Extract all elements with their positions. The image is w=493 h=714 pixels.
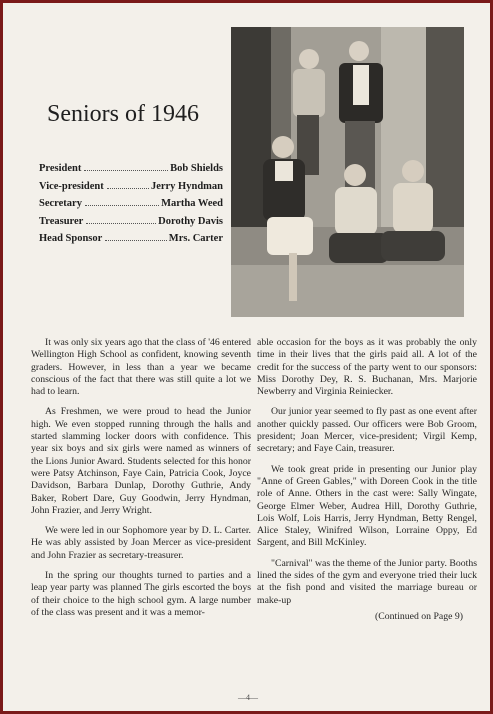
- article-paragraph: able occasion for the boys as it was probably the only time in their lives that the girls paid all. A lot of the credit for the success of the party went to our sponsors: Miss Dorothy Dey, R. S. Buchanan, Mrs. Marjorie Newberry and Virginia Reiniecker.: [257, 337, 477, 398]
- article-column-right: [257, 337, 477, 623]
- officer-role: President: [39, 163, 82, 174]
- article-paragraph: We took great pride in presenting our Junior play "Anne of Green Gables," with Doreen Cook in the title role of Anne. Others in the cast were: Sally Wingate, George Elmer Weber, Audrea Hill, Dorothy Guthrie, Lois Wolf, Lois Harris, Jerry Hyndman, Betty Rengel, Alice Staley, Winifred Wilson, Lorraine Oppy, Ed Sargent, and Bill McKinley.: [257, 463, 477, 549]
- article-paragraph: In the spring our thoughts turned to parties and a leap year party was planned The girls escorted the boys of their choice to the high school gym. A large number of the class was present and it was a memor-: [31, 570, 251, 618]
- leader-dots: [86, 222, 156, 224]
- officer-row: [39, 181, 223, 199]
- officer-name: Dorothy Davis: [158, 215, 223, 227]
- officer-name: Jerry Hyndman: [150, 180, 223, 192]
- yearbook-page: [3, 3, 490, 711]
- officer-name: Martha Weed: [161, 198, 223, 209]
- officer-name: Mrs. Carter: [168, 233, 223, 244]
- continued-note: (Continued on Page 9): [374, 610, 463, 622]
- officer-row: [39, 216, 223, 234]
- officers-list: [39, 163, 223, 251]
- leader-dots: [105, 239, 166, 241]
- class-officers-photo: [231, 27, 464, 317]
- page-number: —4—: [238, 693, 258, 702]
- officer-row: [39, 198, 223, 216]
- officer-name: Bob Shields: [170, 163, 223, 174]
- page-title: Seniors of 1946: [47, 101, 199, 127]
- leader-dots: [84, 169, 168, 171]
- article-paragraph: We were led in our Sophomore year by D. L. Carter. He was ably assisted by Joan Mercer as vice-president and John Frazier as secretary-treasurer.: [31, 525, 251, 561]
- leader-dots: [85, 204, 159, 206]
- officer-role: Secretary: [39, 198, 82, 209]
- article-paragraph: Our junior year seemed to fly past as one event after another quickly passed. Our officers were Bob Groom, president; Joan Mercer, vice-president; Virgil Kemp, secretary; and Faye Cain, treasurer.: [257, 406, 477, 455]
- article-paragraph: As Freshmen, we were proud to head the Junior high. We even stopped running through the halls and started slamming locker doors with confidence. This year six boys and six girls were named as winners of the Lions Junior Award. Students selected for this honor were Patsy Atchinson, Faye Cain, Patricia Cook, Joyce Davidson, Barbara Dunlap, Dorothy Guthrie, Andy Baker, Robert Dare, Guy Goodwin, Jerry Hyndman, John Frazier, and Jerry Wright.: [31, 406, 251, 516]
- article-column-left: [31, 337, 251, 627]
- leader-dots: [107, 187, 149, 189]
- officer-role: Head Sponsor: [39, 233, 103, 244]
- officer-role: Vice-president: [39, 180, 104, 192]
- article-paragraph: "Carnival" was the theme of the Junior party. Booths lined the sides of the gym and everyone tried their luck at the fish pond and visited the marriage bureau or make-up: [257, 557, 477, 606]
- officer-row: [39, 163, 223, 181]
- officer-role: Treasurer: [39, 215, 84, 227]
- officer-row: [39, 233, 223, 251]
- article-paragraph: It was only six years ago that the class of '46 entered Wellington High School as confident, knowing seventh graders. However, in less than a year we became conscious of the fact that there was still quite a lot we had to learn.: [31, 337, 251, 398]
